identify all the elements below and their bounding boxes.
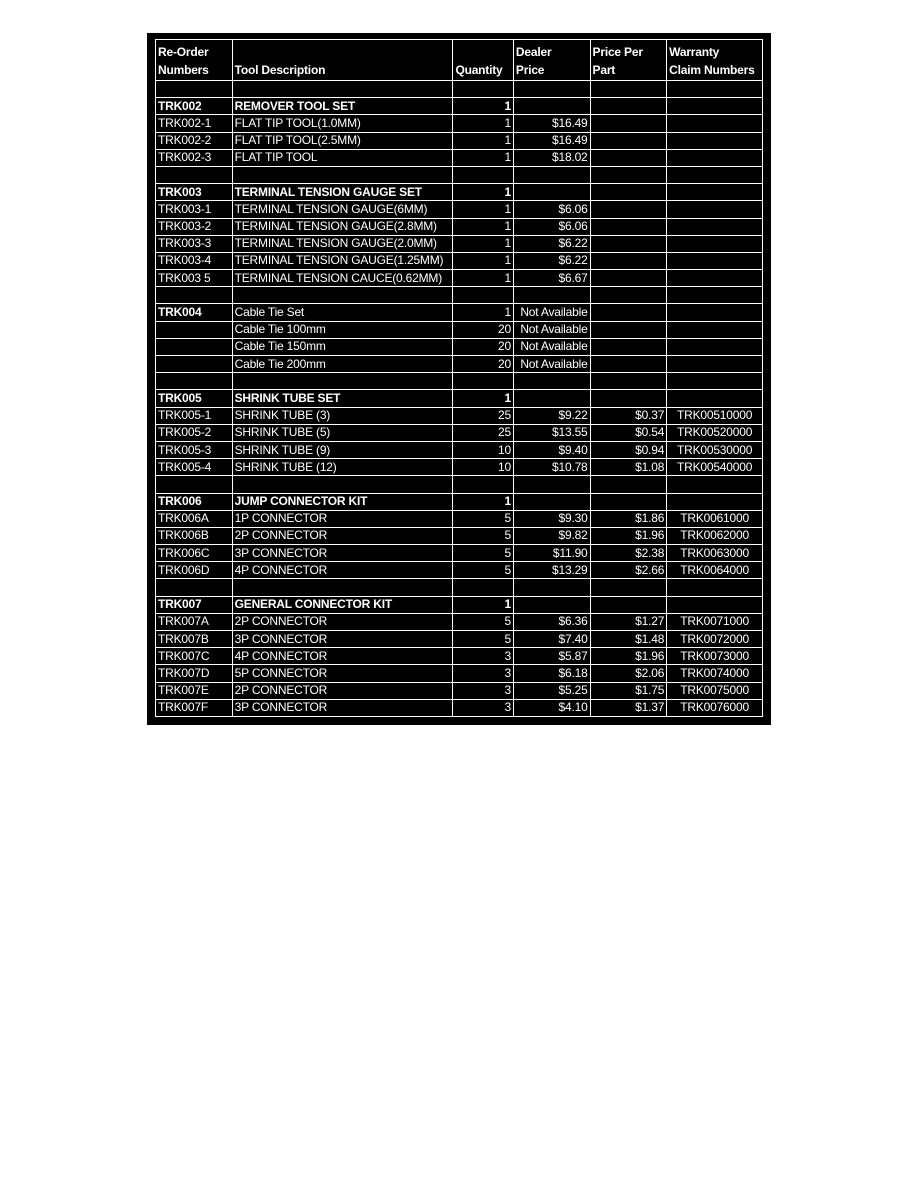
price-per-part-cell <box>590 321 667 338</box>
warranty-claim-cell <box>667 321 763 338</box>
reorder-number-cell: TRK005-4 <box>156 459 233 476</box>
tool-description-cell: Cable Tie 100mm <box>232 321 453 338</box>
warranty-claim-cell <box>667 235 763 252</box>
empty-cell <box>232 373 453 390</box>
empty-cell <box>156 476 233 493</box>
table-row <box>156 510 763 527</box>
empty-cell <box>667 579 763 596</box>
empty-cell <box>453 166 513 183</box>
empty-cell <box>667 476 763 493</box>
price-per-part-cell <box>590 98 667 115</box>
tool-description-cell: SHRINK TUBE (9) <box>232 441 453 458</box>
price-per-part-cell: $1.08 <box>590 459 667 476</box>
quantity-cell: 25 <box>453 407 513 424</box>
reorder-number-cell: TRK004 <box>156 304 233 321</box>
tool-description-cell: SHRINK TUBE (5) <box>232 424 453 441</box>
quantity-cell: 1 <box>453 115 513 132</box>
price-per-part-cell <box>590 201 667 218</box>
header-reorder-numbers: Re-Order Numbers <box>156 40 233 81</box>
dealer-price-cell: $9.30 <box>513 510 590 527</box>
header-tool-description: Tool Description <box>232 40 453 81</box>
reorder-number-cell: TRK002-2 <box>156 132 233 149</box>
table-row <box>156 441 763 458</box>
quantity-cell: 1 <box>453 201 513 218</box>
dealer-price-cell: $6.22 <box>513 252 590 269</box>
kit-row <box>156 98 763 115</box>
tool-description-cell: TERMINAL TENSION GAUGE(6MM) <box>232 201 453 218</box>
dealer-price-cell: $6.18 <box>513 665 590 682</box>
empty-cell <box>453 579 513 596</box>
price-per-part-cell: $2.38 <box>590 545 667 562</box>
reorder-number-cell: TRK005 <box>156 390 233 407</box>
table-row <box>156 132 763 149</box>
tool-description-cell: TERMINAL TENSION CAUCE(0.62MM) <box>232 270 453 287</box>
price-per-part-cell: $0.37 <box>590 407 667 424</box>
kit-row <box>156 304 763 321</box>
tool-description-cell: 2P CONNECTOR <box>232 682 453 699</box>
quantity-cell: 1 <box>453 218 513 235</box>
quantity-cell: 5 <box>453 510 513 527</box>
warranty-claim-cell: TRK0064000 <box>667 562 763 579</box>
tool-parts-table <box>155 39 763 717</box>
quantity-cell: 1 <box>453 493 513 510</box>
header-warranty-claim-numbers: Warranty Claim Numbers <box>667 40 763 81</box>
price-per-part-cell: $1.48 <box>590 631 667 648</box>
warranty-claim-cell: TRK00530000 <box>667 441 763 458</box>
empty-cell <box>156 81 233 98</box>
warranty-claim-cell: TRK0075000 <box>667 682 763 699</box>
table-row <box>156 699 763 716</box>
kit-row <box>156 184 763 201</box>
empty-cell <box>513 166 590 183</box>
tool-description-cell: JUMP CONNECTOR KIT <box>232 493 453 510</box>
tool-price-sheet <box>147 33 771 725</box>
tool-description-cell: 2P CONNECTOR <box>232 527 453 544</box>
empty-cell <box>667 373 763 390</box>
dealer-price-cell: $4.10 <box>513 699 590 716</box>
warranty-claim-cell <box>667 390 763 407</box>
quantity-cell: 1 <box>453 184 513 201</box>
empty-cell <box>156 373 233 390</box>
table-row <box>156 235 763 252</box>
spacer-row <box>156 287 763 304</box>
kit-row <box>156 493 763 510</box>
quantity-cell: 3 <box>453 682 513 699</box>
table-row <box>156 545 763 562</box>
empty-cell <box>513 373 590 390</box>
warranty-claim-cell: TRK0061000 <box>667 510 763 527</box>
warranty-claim-cell <box>667 356 763 373</box>
reorder-number-cell: TRK007D <box>156 665 233 682</box>
dealer-price-cell: $13.55 <box>513 424 590 441</box>
warranty-claim-cell: TRK0071000 <box>667 613 763 630</box>
dealer-price-cell <box>513 390 590 407</box>
warranty-claim-cell <box>667 338 763 355</box>
dealer-price-cell: $18.02 <box>513 149 590 166</box>
reorder-number-cell: TRK006A <box>156 510 233 527</box>
price-per-part-cell: $1.27 <box>590 613 667 630</box>
dealer-price-cell <box>513 493 590 510</box>
price-per-part-cell: $2.66 <box>590 562 667 579</box>
empty-cell <box>513 476 590 493</box>
tool-description-cell: SHRINK TUBE (12) <box>232 459 453 476</box>
price-per-part-cell: $1.96 <box>590 648 667 665</box>
quantity-cell: 1 <box>453 304 513 321</box>
quantity-cell: 1 <box>453 149 513 166</box>
spacer-row <box>156 166 763 183</box>
quantity-cell: 5 <box>453 545 513 562</box>
table-row <box>156 115 763 132</box>
table-row <box>156 407 763 424</box>
header-price-per-part: Price Per Part <box>590 40 667 81</box>
reorder-number-cell <box>156 321 233 338</box>
kit-row <box>156 596 763 613</box>
reorder-number-cell: TRK003 5 <box>156 270 233 287</box>
tool-description-cell: 4P CONNECTOR <box>232 562 453 579</box>
tool-description-cell: REMOVER TOOL SET <box>232 98 453 115</box>
dealer-price-cell: $9.40 <box>513 441 590 458</box>
tool-description-cell: 3P CONNECTOR <box>232 631 453 648</box>
reorder-number-cell <box>156 338 233 355</box>
reorder-number-cell: TRK003-4 <box>156 252 233 269</box>
price-per-part-cell <box>590 338 667 355</box>
dealer-price-cell: $5.25 <box>513 682 590 699</box>
table-body <box>156 81 763 717</box>
table-row <box>156 338 763 355</box>
price-per-part-cell <box>590 356 667 373</box>
warranty-claim-cell <box>667 218 763 235</box>
price-per-part-cell: $1.37 <box>590 699 667 716</box>
price-per-part-cell: $0.54 <box>590 424 667 441</box>
tool-description-cell: Cable Tie 150mm <box>232 338 453 355</box>
price-per-part-cell <box>590 493 667 510</box>
empty-cell <box>590 166 667 183</box>
price-per-part-cell <box>590 235 667 252</box>
table-row <box>156 527 763 544</box>
reorder-number-cell: TRK007B <box>156 631 233 648</box>
dealer-price-cell: $13.29 <box>513 562 590 579</box>
table-row <box>156 424 763 441</box>
price-per-part-cell <box>590 390 667 407</box>
price-per-part-cell <box>590 132 667 149</box>
header-row <box>156 40 763 81</box>
quantity-cell: 1 <box>453 98 513 115</box>
quantity-cell: 3 <box>453 699 513 716</box>
quantity-cell: 20 <box>453 338 513 355</box>
reorder-number-cell: TRK007E <box>156 682 233 699</box>
tool-description-cell: FLAT TIP TOOL(2.5MM) <box>232 132 453 149</box>
dealer-price-cell: $11.90 <box>513 545 590 562</box>
reorder-number-cell: TRK003-1 <box>156 201 233 218</box>
warranty-claim-cell: TRK0073000 <box>667 648 763 665</box>
dealer-price-cell: Not Available <box>513 338 590 355</box>
warranty-claim-cell: TRK0076000 <box>667 699 763 716</box>
empty-cell <box>590 476 667 493</box>
tool-description-cell: TERMINAL TENSION GAUGE(1.25MM) <box>232 252 453 269</box>
empty-cell <box>232 476 453 493</box>
warranty-claim-cell <box>667 596 763 613</box>
table-row <box>156 562 763 579</box>
warranty-claim-cell: TRK00520000 <box>667 424 763 441</box>
reorder-number-cell: TRK005-2 <box>156 424 233 441</box>
warranty-claim-cell: TRK0063000 <box>667 545 763 562</box>
tool-description-cell: Cable Tie 200mm <box>232 356 453 373</box>
tool-description-cell: TERMINAL TENSION GAUGE(2.0MM) <box>232 235 453 252</box>
warranty-claim-cell <box>667 493 763 510</box>
reorder-number-cell: TRK007C <box>156 648 233 665</box>
empty-cell <box>156 579 233 596</box>
table-row <box>156 613 763 630</box>
warranty-claim-cell: TRK0074000 <box>667 665 763 682</box>
empty-cell <box>232 81 453 98</box>
warranty-claim-cell <box>667 132 763 149</box>
empty-cell <box>667 166 763 183</box>
empty-cell <box>453 81 513 98</box>
price-per-part-cell <box>590 596 667 613</box>
quantity-cell: 5 <box>453 631 513 648</box>
quantity-cell: 1 <box>453 270 513 287</box>
reorder-number-cell: TRK006B <box>156 527 233 544</box>
kit-row <box>156 390 763 407</box>
tool-description-cell: 5P CONNECTOR <box>232 665 453 682</box>
empty-cell <box>513 287 590 304</box>
table-row <box>156 459 763 476</box>
empty-cell <box>590 579 667 596</box>
price-per-part-cell <box>590 184 667 201</box>
reorder-number-cell: TRK002-3 <box>156 149 233 166</box>
dealer-price-cell: $10.78 <box>513 459 590 476</box>
empty-cell <box>453 373 513 390</box>
table-row <box>156 218 763 235</box>
table-row <box>156 270 763 287</box>
reorder-number-cell: TRK005-3 <box>156 441 233 458</box>
tool-description-cell: TERMINAL TENSION GAUGE SET <box>232 184 453 201</box>
empty-cell <box>513 579 590 596</box>
warranty-claim-cell <box>667 98 763 115</box>
quantity-cell: 10 <box>453 441 513 458</box>
dealer-price-cell: $6.22 <box>513 235 590 252</box>
tool-description-cell: FLAT TIP TOOL(1.0MM) <box>232 115 453 132</box>
empty-cell <box>232 287 453 304</box>
reorder-number-cell: TRK002-1 <box>156 115 233 132</box>
empty-cell <box>156 287 233 304</box>
dealer-price-cell: $5.87 <box>513 648 590 665</box>
quantity-cell: 1 <box>453 235 513 252</box>
spacer-row <box>156 579 763 596</box>
warranty-claim-cell <box>667 115 763 132</box>
empty-cell <box>156 166 233 183</box>
table-row <box>156 631 763 648</box>
price-per-part-cell: $1.86 <box>590 510 667 527</box>
warranty-claim-cell <box>667 184 763 201</box>
quantity-cell: 5 <box>453 562 513 579</box>
price-per-part-cell <box>590 218 667 235</box>
reorder-number-cell: TRK003 <box>156 184 233 201</box>
price-per-part-cell: $2.06 <box>590 665 667 682</box>
quantity-cell: 20 <box>453 321 513 338</box>
reorder-number-cell: TRK006 <box>156 493 233 510</box>
price-per-part-cell: $1.96 <box>590 527 667 544</box>
reorder-number-cell: TRK007 <box>156 596 233 613</box>
dealer-price-cell: Not Available <box>513 304 590 321</box>
quantity-cell: 1 <box>453 390 513 407</box>
reorder-number-cell: TRK007A <box>156 613 233 630</box>
empty-cell <box>513 81 590 98</box>
price-per-part-cell <box>590 270 667 287</box>
warranty-claim-cell <box>667 304 763 321</box>
price-per-part-cell: $0.94 <box>590 441 667 458</box>
dealer-price-cell <box>513 184 590 201</box>
empty-cell <box>667 287 763 304</box>
reorder-number-cell: TRK007F <box>156 699 233 716</box>
header-quantity: Quantity <box>453 40 513 81</box>
tool-description-cell: 3P CONNECTOR <box>232 699 453 716</box>
price-per-part-cell <box>590 149 667 166</box>
tool-description-cell: SHRINK TUBE (3) <box>232 407 453 424</box>
warranty-claim-cell: TRK0062000 <box>667 527 763 544</box>
dealer-price-cell: Not Available <box>513 321 590 338</box>
dealer-price-cell: $9.82 <box>513 527 590 544</box>
quantity-cell: 5 <box>453 613 513 630</box>
dealer-price-cell: $7.40 <box>513 631 590 648</box>
quantity-cell: 3 <box>453 665 513 682</box>
empty-cell <box>453 287 513 304</box>
empty-cell <box>232 579 453 596</box>
tool-description-cell: SHRINK TUBE SET <box>232 390 453 407</box>
dealer-price-cell: $6.06 <box>513 201 590 218</box>
spacer-row <box>156 476 763 493</box>
table-row <box>156 648 763 665</box>
reorder-number-cell: TRK006C <box>156 545 233 562</box>
reorder-number-cell: TRK006D <box>156 562 233 579</box>
spacer-row <box>156 81 763 98</box>
warranty-claim-cell <box>667 270 763 287</box>
header-dealer-price: Dealer Price <box>513 40 590 81</box>
reorder-number-cell <box>156 356 233 373</box>
warranty-claim-cell <box>667 149 763 166</box>
tool-description-cell: Cable Tie Set <box>232 304 453 321</box>
tool-description-cell: 3P CONNECTOR <box>232 545 453 562</box>
table-row <box>156 356 763 373</box>
quantity-cell: 10 <box>453 459 513 476</box>
spacer-row <box>156 373 763 390</box>
empty-cell <box>590 287 667 304</box>
quantity-cell: 3 <box>453 648 513 665</box>
empty-cell <box>590 81 667 98</box>
quantity-cell: 20 <box>453 356 513 373</box>
quantity-cell: 1 <box>453 596 513 613</box>
empty-cell <box>232 166 453 183</box>
warranty-claim-cell: TRK0072000 <box>667 631 763 648</box>
dealer-price-cell: $6.36 <box>513 613 590 630</box>
dealer-price-cell <box>513 596 590 613</box>
table-row <box>156 321 763 338</box>
reorder-number-cell: TRK002 <box>156 98 233 115</box>
reorder-number-cell: TRK003-3 <box>156 235 233 252</box>
tool-description-cell: FLAT TIP TOOL <box>232 149 453 166</box>
warranty-claim-cell: TRK00510000 <box>667 407 763 424</box>
dealer-price-cell: $6.67 <box>513 270 590 287</box>
quantity-cell: 5 <box>453 527 513 544</box>
table-row <box>156 149 763 166</box>
warranty-claim-cell <box>667 201 763 218</box>
price-per-part-cell: $1.75 <box>590 682 667 699</box>
dealer-price-cell: $16.49 <box>513 115 590 132</box>
dealer-price-cell <box>513 98 590 115</box>
dealer-price-cell: Not Available <box>513 356 590 373</box>
tool-description-cell: 4P CONNECTOR <box>232 648 453 665</box>
dealer-price-cell: $16.49 <box>513 132 590 149</box>
quantity-cell: 25 <box>453 424 513 441</box>
tool-description-cell: TERMINAL TENSION GAUGE(2.8MM) <box>232 218 453 235</box>
dealer-price-cell: $6.06 <box>513 218 590 235</box>
reorder-number-cell: TRK003-2 <box>156 218 233 235</box>
table-row <box>156 665 763 682</box>
empty-cell <box>667 81 763 98</box>
warranty-claim-cell <box>667 252 763 269</box>
quantity-cell: 1 <box>453 132 513 149</box>
price-per-part-cell <box>590 252 667 269</box>
table-row <box>156 252 763 269</box>
warranty-claim-cell: TRK00540000 <box>667 459 763 476</box>
empty-cell <box>590 373 667 390</box>
reorder-number-cell: TRK005-1 <box>156 407 233 424</box>
empty-cell <box>453 476 513 493</box>
dealer-price-cell: $9.22 <box>513 407 590 424</box>
price-per-part-cell <box>590 304 667 321</box>
tool-description-cell: 1P CONNECTOR <box>232 510 453 527</box>
tool-description-cell: GENERAL CONNECTOR KIT <box>232 596 453 613</box>
table-row <box>156 201 763 218</box>
quantity-cell: 1 <box>453 252 513 269</box>
tool-description-cell: 2P CONNECTOR <box>232 613 453 630</box>
table-row <box>156 682 763 699</box>
price-per-part-cell <box>590 115 667 132</box>
